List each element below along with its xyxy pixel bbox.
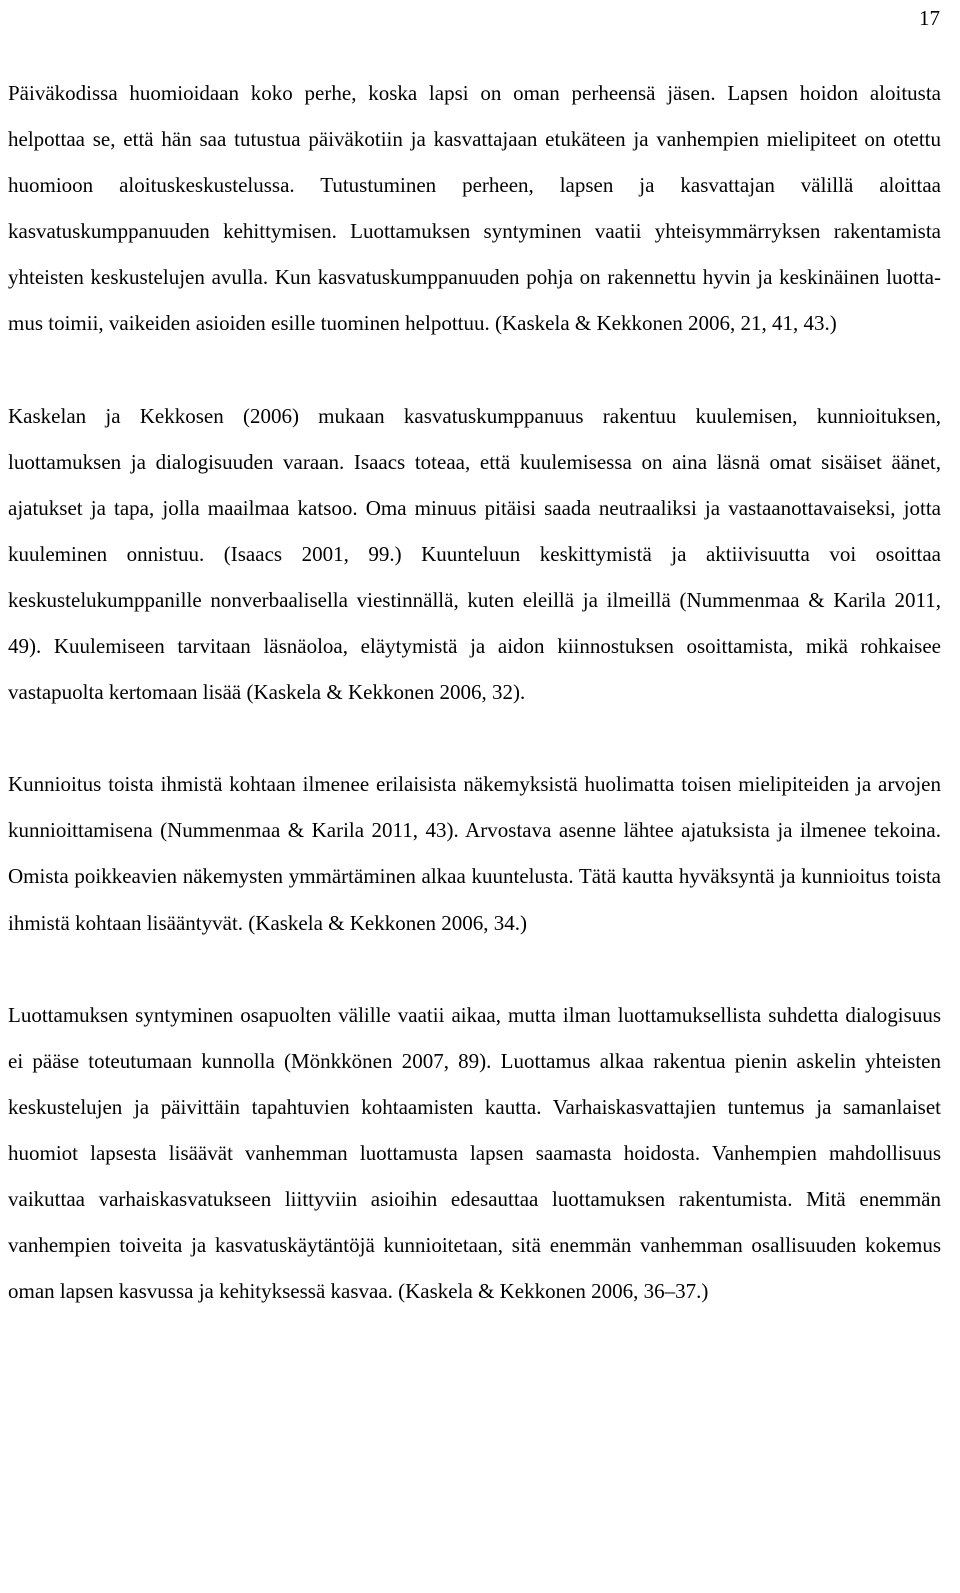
document-body — [8, 70, 941, 1314]
paragraph-trust: Luottamuksen syntyminen osapuolten välille vaatii aikaa, mutta ilman luottamuksellista suhdetta dialogisuus ei pääse toteutumaan kunnolla (Mönkkönen 2007, 89). Luottamus alkaa rakentua pienin askelin yhteisten keskustelujen ja päivittäin tapahtuvien kohtaamisten kautta. Varhaiskasvattajien tuntemus ja samanlaiset huomiot lapsesta lisäävät vanhemman luottamusta lapsen saamasta hoidosta. Vanhempien mahdollisuus vaikuttaa varhaiskasvatukseen liittyviin asioihin edesauttaa luottamuksen rakentumista. Mitä enemmän vanhempien toiveita ja kasvatuskäytäntöjä kunnioitetaan, sitä enemmän vanhemman osallisuuden kokemus oman lapsen kasvussa ja kehityksessä kasvaa. (Kaskela & Kekkonen 2006, 36–37.) — [8, 1002, 941, 1304]
paragraph-respect: Kunnioitus toista ihmistä kohtaan ilmenee erilaisista näkemyksistä huolimatta toisen mielipiteiden ja arvojen kunnioittamisena (Nummenmaa & Karila 2011, 43). Arvostava asenne lähtee ajatuksista ja ilmenee tekoina. Omista poikkeavien näkemysten ymmärtäminen alkaa kuuntelusta. Tätä kautta hyväksyntä ja kunnioitus toista ihmistä kohtaan lisääntyvät. (Kaskela & Kekkonen 2006, 34.) — [8, 772, 941, 935]
page-number: 17 — [919, 6, 940, 30]
paragraph-family-involvement: Päiväkodissa huomioidaan koko perhe, koska lapsi on oman perheensä jäsen. Lapsen hoidon aloitusta helpottaa se, että hän saa tutustua päiväkotiin ja kasvattajaan etukäteen ja vanhempien mielipiteet on otettu huomioon aloituskeskustelussa. Tutustuminen perheen, lapsen ja kasvattajan välillä aloittaa kasvatuskumppanuuden kehittymisen. Luottamuksen syntyminen vaatii yhteisymmärryksen rakentamista yhteisten keskustelujen avulla. Kun kasvatuskumppanuuden pohja on rakennettu hyvin ja keskinäinen luottamus toimii, vaikeiden asioiden esille tuominen helpottuu. (Kaskela & Kekkonen 2006, 21, 41, 43.) — [8, 81, 941, 336]
paragraph-partnership-foundations: Kaskelan ja Kekkosen (2006) mukaan kasvatuskumppanuus rakentuu kuulemisen, kunnioituksen, luottamuksen ja dialogisuuden varaan. Isaacs toteaa, että kuulemisessa on aina läsnä omat sisäiset äänet, ajatukset ja tapa, jolla maailmaa katsoo. Oma minuus pitäisi saada neutraaliksi ja vastaanottavaiseksi, jotta kuuleminen onnistuu. (Isaacs 2001, 99.) Kuunteluun keskittymistä ja aktiivisuutta voi osoittaa keskustelukumppanille nonverbaalisella viestinnällä, kuten eleillä ja ilmeillä (Nummenmaa & Karila 2011, 49). Kuulemiseen tarvitaan läsnäoloa, eläytymistä ja aidon kiinnostuksen osoittamista, mikä rohkaisee vastapuolta kertomaan lisää (Kaskela & Kekkonen 2006, 32). — [8, 403, 941, 705]
